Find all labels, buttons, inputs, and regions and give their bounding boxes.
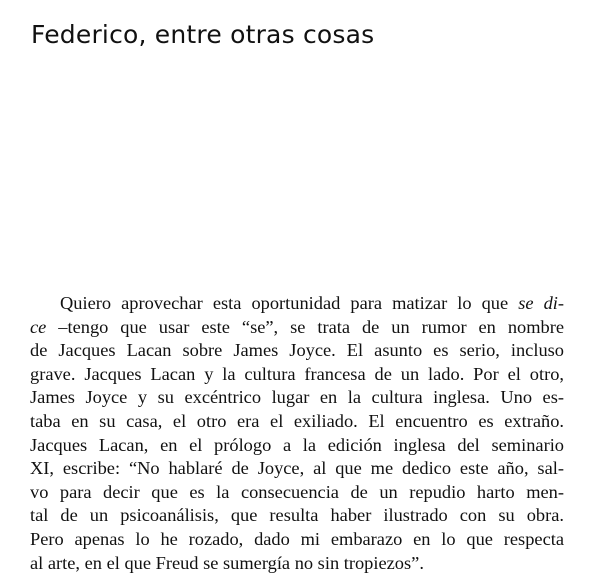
line-text: XI, escribe: “No hablaré de Joyce, al que me dedico este año, sal- bbox=[30, 458, 564, 479]
line-text-italic: se di- bbox=[518, 293, 564, 313]
chapter-title: Federico, entre otras cosas bbox=[31, 20, 375, 49]
line-text: tal de un psicoanálisis, que resulta haber ilustrado con su obra. bbox=[30, 505, 564, 526]
paragraph-line bbox=[30, 410, 564, 434]
line-text: Jacques Lacan, en el prólogo a la edición inglesa del seminario bbox=[30, 434, 564, 455]
paragraph-line bbox=[30, 552, 564, 576]
line-text: taba en su casa, el otro era el exiliado. El encuentro es extraño. bbox=[30, 410, 564, 431]
paragraph-line bbox=[30, 292, 564, 316]
paragraph-line bbox=[30, 316, 564, 340]
paragraph-line bbox=[30, 481, 564, 505]
paragraph-line bbox=[30, 363, 564, 387]
line-text: Quiero aprovechar esta oportunidad para matizar lo que bbox=[60, 293, 519, 313]
line-text: Pero apenas lo he rozado, dado mi embarazo en lo que respecta bbox=[30, 528, 564, 549]
line-text: al arte, en el que Freud se sumergía no sin tropiezos”. bbox=[30, 552, 424, 573]
paragraph-line bbox=[30, 339, 564, 363]
line-text: grave. Jacques Lacan y la cultura francesa de un lado. Por el otro, bbox=[30, 363, 564, 384]
paragraph-line bbox=[30, 528, 564, 552]
line-text: de Jacques Lacan sobre James Joyce. El asunto es serio, incluso bbox=[30, 340, 564, 361]
paragraph-line bbox=[30, 457, 564, 481]
line-text-italic: ce bbox=[30, 316, 47, 337]
line-text: –tengo que usar este “se”, se trata de un rumor en nombre bbox=[46, 316, 564, 337]
paragraph-line bbox=[30, 434, 564, 458]
line-text: James Joyce y su excéntrico lugar en la cultura inglesa. Uno es- bbox=[30, 387, 564, 408]
line-text: vo para decir que es la consecuencia de un repudio harto men- bbox=[30, 481, 564, 502]
body-paragraph bbox=[30, 292, 564, 575]
paragraph-line bbox=[30, 386, 564, 410]
paragraph-line bbox=[30, 504, 564, 528]
